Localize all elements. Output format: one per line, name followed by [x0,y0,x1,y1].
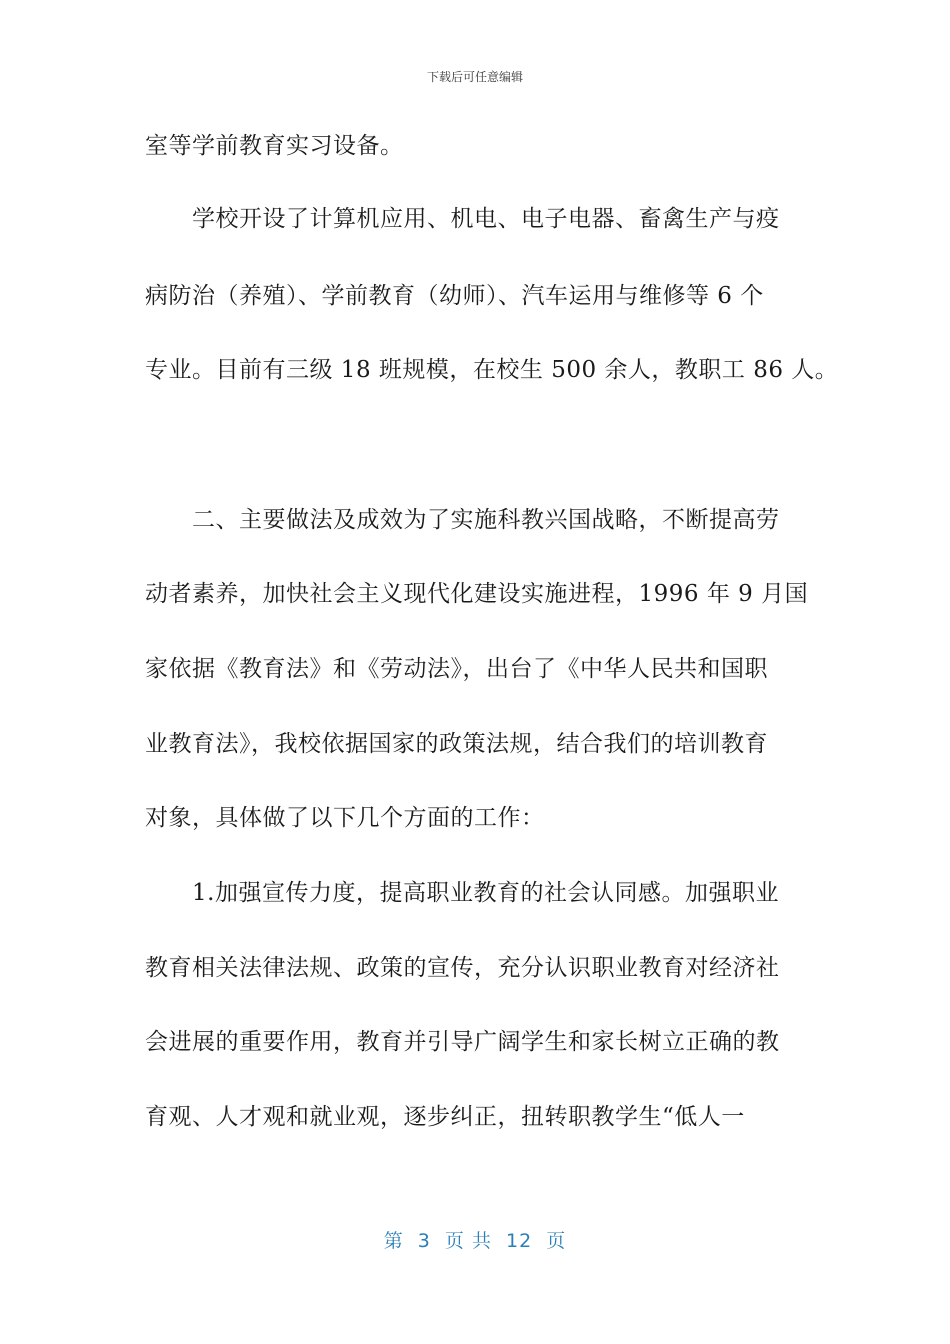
paragraph-line: 教育相关法律法规、政策的宣传，充分认识职业教育对经济社 [145,955,780,981]
section-heading-line: 二、主要做法及成效为了实施科教兴国战略，不断提高劳 [192,507,780,533]
page-footer: 第 3 页 共 12 页 [383,1230,567,1252]
paragraph-line: 对象，具体做了以下几个方面的工作： [145,805,545,831]
page-header: 下载后可任意编辑 [426,70,523,84]
paragraph-line: 病防治（养殖）、学前教育（幼师）、汽车运用与维修等 6 个 [145,283,764,309]
paragraph-line: 室等学前教育实习设备。 [145,133,404,159]
paragraph-line: 育观、人才观和就业观，逐步纠正，扭转职教学生“低人一 [145,1104,745,1130]
paragraph-line: 家依据《教育法》和《劳动法》，出台了《中华人民共和国职 [145,656,768,682]
numbered-item-line: 1.加强宣传力度，提高职业教育的社会认同感。加强职业 [192,880,779,906]
paragraph-line: 动者素养，加快社会主义现代化建设实施进程，1996 年 9 月国 [145,581,809,607]
paragraph-line: 专业。目前有三级 18 班规模，在校生 500 余人，教职工 86 人。 [145,357,839,383]
paragraph-line: 学校开设了计算机应用、机电、电子电器、畜禽生产与疫 [192,206,780,232]
paragraph-line: 会进展的重要作用，教育并引导广阔学生和家长树立正确的教 [145,1029,780,1055]
paragraph-line: 业教育法》，我校依据国家的政策法规，结合我们的培训教育 [145,731,768,757]
